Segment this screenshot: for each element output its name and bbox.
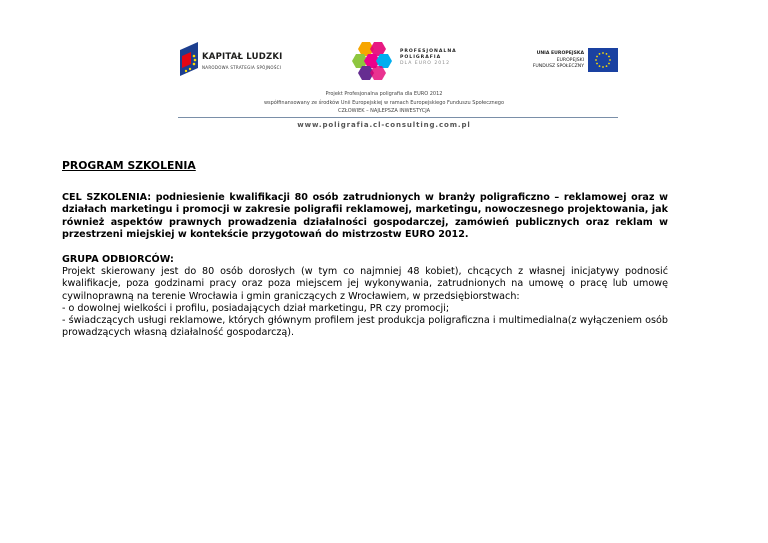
ue-line2: EUROPEJSKI	[556, 57, 584, 63]
pp-line1: PROFESJONALNA	[400, 49, 457, 54]
ue-text	[533, 51, 584, 71]
project-info-line2: współfinansowany ze środków Unii Europejskiej w ramach Europejskiego Funduszu Społecznego	[263, 99, 505, 106]
profesjonalna-poligrafia-text	[400, 49, 457, 67]
target-group-heading: GRUPA ODBIORCÓW:	[62, 254, 174, 266]
kapital-ludzki-subtitle: NARODOWA STRATEGIA SPÓJNOŚCI	[202, 65, 282, 70]
target-group-text: Projekt skierowany jest do 80 osób dorosłych (w tym co najmniej 48 kobiet), chcących z własnej inicjatywy podnosić kwalifikacje, poza godzinami pracy oraz poza miejscem jej wykonywania, zatrudnionych na umowę o pracę lub umowę cywilnoprawną na terenie Wrocławia i gmin graniczących z Wrocławiem, w przedsiębiorstwach:	[62, 266, 668, 302]
target-group-item: - świadczących usługi reklamowe, których głównym profilem jest produkcja poligraficzna i multimedialna(z wyłączeniem osób prowadzących własną działalność gospodarczą).	[62, 315, 668, 339]
unia-europejska-logo	[530, 48, 620, 78]
profesjonalna-poligrafia-logo	[352, 40, 457, 80]
eu-flag-icon	[588, 48, 618, 72]
project-info	[0, 90, 768, 116]
hexagon-cluster-icon	[352, 40, 394, 80]
project-info-line3: CZŁOWIEK – NAJLEPSZA INWESTYCJA	[337, 108, 431, 114]
pp-line2: POLIGRAFIA	[400, 55, 442, 60]
kapital-ludzki-logo	[178, 42, 288, 80]
ue-line1: UNIA EUROPEJSKA	[536, 51, 584, 56]
project-info-line1: Projekt Profesjonalna poligrafia dla EURO 2012	[325, 91, 443, 97]
document-header	[0, 0, 768, 140]
document-body	[62, 160, 668, 339]
pp-line3: DLA EURO 2012	[400, 61, 451, 66]
target-group-item: - o dowolnej wielkości i profilu, posiadających dział marketingu, PR czy promocji;	[62, 302, 450, 314]
kapital-ludzki-title: KAPITAŁ LUDZKI	[202, 52, 283, 62]
header-divider	[178, 117, 618, 118]
website-url: www.poligrafia.cl-consulting.com.pl	[297, 121, 471, 129]
kapital-ludzki-emblem-icon	[178, 42, 200, 76]
training-goal: CEL SZKOLENIA: podniesienie kwalifikacji 80 osób zatrudnionych w branży poligraficzno – reklamowej oraz w działach marketingu i promocji w zakresie poligrafii reklamowej, marketingu, nowoczesnego projektowania, jak również aspektów prawnych prowadzenia działalności gospodarczej, zamówień publicznych oraz reklam w przestrzeni miejskiej w kontekście przygotowań do mistrzostw EURO 2012.	[62, 192, 668, 240]
ue-line3: FUNDUSZ SPOŁECZNY	[532, 64, 584, 69]
document-title: PROGRAM SZKOLENIA	[62, 159, 196, 172]
